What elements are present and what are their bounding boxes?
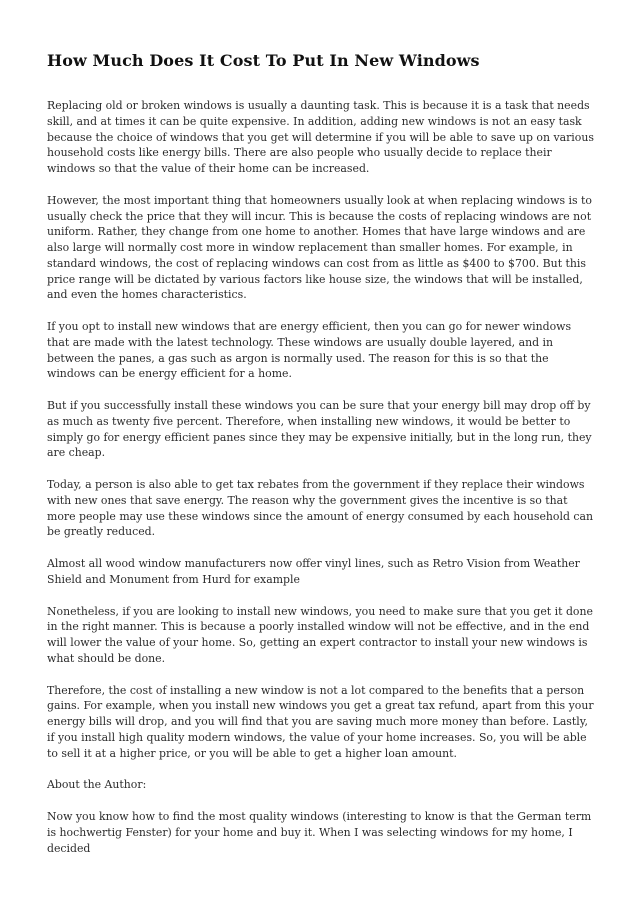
paragraph-installation: Nonetheless, if you are looking to install new windows, you need to make sure that you get it done in the right manner. This is because a poorly installed window will not be effective, and in the end will lower the value of your home. So, getting an expert contractor to install your new windows is what should be done. [47, 604, 593, 665]
paragraph-energy-efficient: If you opt to install new windows that are energy efficient, then you can go for newer windows that are made with the latest technology. These windows are usually double layered, and in between the panes, a gas such as argon is normally used. The reason for this is so that the windows can be energy efficient for a home. [47, 320, 572, 381]
document-page [47, 50, 595, 872]
paragraph-author-bio: Now you know how to find the most quality windows (interesting to know is that the German term is hochwertig Fenster) for your home and buy it. When I was selecting windows for my home, I decided [47, 810, 592, 855]
paragraph-about-author-heading: About the Author: [47, 778, 147, 792]
paragraph-manufacturers: Almost all wood window manufacturers now offer vinyl lines, such as Retro Vision from Weather Shield and Monument from Hurd for example [47, 557, 580, 586]
paragraph-tax-rebates: Today, a person is also able to get tax rebates from the government if they replace their windows with new ones that save energy. The reason why the government gives the incentive is so that more people may use these windows since the amount of energy consumed by each household can be greatly reduced. [47, 478, 593, 539]
paragraph-cost-factors: However, the most important thing that homeowners usually look at when replacing windows is to usually check the price that they will incur. This is because the costs of replacing windows are not uniform. Rather, they change from one home to another. Homes that have large windows and are also large will normally cost more in window replacement than smaller homes. For example, in standard windows, the cost of replacing windows can cost from as little as $400 to $700. But this price range will be dictated by various factors like house size, the windows that will be installed, and even the homes characteristics. [47, 193, 592, 302]
paragraph-intro: Replacing old or broken windows is usually a daunting task. This is because it is a task that needs skill, and at times it can be quite expensive. In addition, adding new windows is not an easy task because the choice of windows that you get will determine if you will be able to save up on various household costs like energy bills. There are also people who usually decide to replace their windows so that the value of their home can be increased. [47, 99, 594, 175]
paragraph-conclusion: Therefore, the cost of installing a new window is not a lot compared to the benefits that a person gains. For example, when you install new windows you get a great tax refund, apart from this your energy bills will drop, and you will find that you are saving much more money than before. Lastly, if you install high quality modern windows, the value of your home increases. So, you will be able to sell it at a higher price, or you will be able to get a higher loan amount. [47, 683, 594, 760]
paragraph-energy-savings: But if you successfully install these windows you can be sure that your energy bill may drop off by as much as twenty five percent. Therefore, when installing new windows, it would be better to simply go for energy efficient panes since they may be expensive initially, but in the long run, they are cheap. [47, 399, 592, 460]
document-title: How Much Does It Cost To Put In New Windows [47, 51, 480, 70]
